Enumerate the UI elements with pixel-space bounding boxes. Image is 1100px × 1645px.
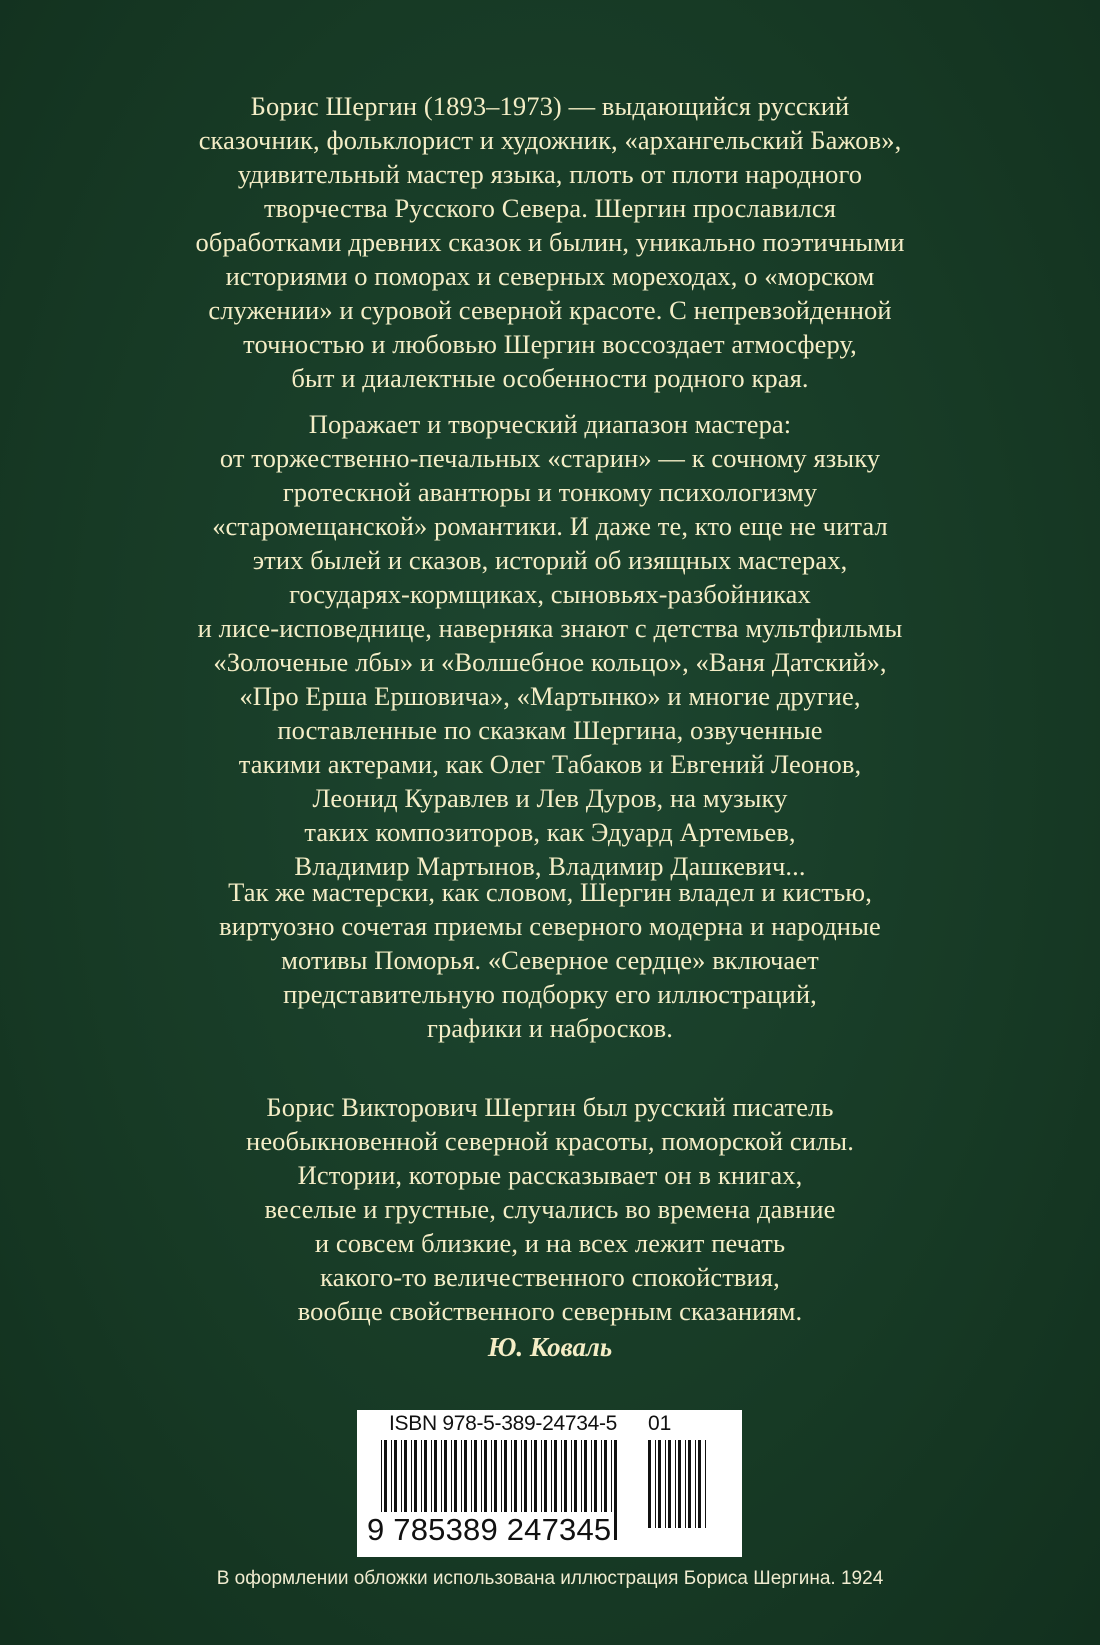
quote-line: веселые и грустные, случались во времена давние — [264, 1194, 836, 1224]
text-line: удивительный мастер языка, плоть от плоти народного — [237, 159, 863, 189]
text-line: «Золоченые лбы» и «Волшебное кольцо», «Ваня Датский», — [213, 647, 887, 677]
description-paragraph-2 — [0, 407, 1100, 883]
isbn-barcode — [357, 1410, 742, 1557]
text-line: точностью и любовью Шергин воссоздает атмосферу, — [243, 329, 857, 359]
barcode-bar — [678, 1440, 681, 1528]
text-line: Так же мастерски, как словом, Шергин владел и кистью, — [228, 877, 872, 907]
quote-line: вообще свойственного северным сказаниям. — [297, 1296, 803, 1326]
text-line: государях-кормщиках, сыновьях-разбойниках — [289, 579, 811, 609]
text-line: от торжественно-печальных «старин» — к сочному языку — [219, 443, 881, 473]
barcode-bar — [668, 1440, 671, 1528]
barcode-bar — [665, 1440, 666, 1528]
text-line: сказочник, фольклорист и художник, «архангельский Бажов», — [198, 125, 902, 155]
text-line: Борис Шергин (1893–1973) — выдающийся русский — [250, 91, 850, 121]
text-line: виртуозно сочетая приемы северного модерна и народные — [219, 911, 881, 941]
quote-author: Ю. Коваль — [487, 1332, 613, 1362]
text-line: поставленные по сказкам Шергина, озвученные — [277, 715, 823, 745]
barcode-bar — [695, 1440, 696, 1528]
isbn-label: ISBN 978-5-389-24734-5 — [389, 1412, 618, 1435]
text-line: творчества Русского Севера. Шергин прославился — [263, 193, 837, 223]
quote-line: и совсем близкие, и на всех лежит печать — [314, 1228, 786, 1258]
text-line: представительную подборку его иллюстраций, — [283, 979, 817, 1009]
ean-digits: 9 785389 247345 — [367, 1512, 612, 1547]
text-line: обработками древних сказок и былин, уникально поэтичными — [195, 227, 905, 257]
text-line: «Про Ерша Ершовича», «Мартынко» и многие другие, — [239, 681, 861, 711]
text-line: таких композиторов, как Эдуард Артемьев, — [304, 817, 796, 847]
text-line: и лисе-исповеднице, наверняка знают с детства мультфильмы — [197, 613, 903, 643]
text-line: историями о поморах и северных мореходах, о «морском — [225, 261, 875, 291]
text-line: служении» и суровой северной красоте. С непревзойденной — [208, 295, 892, 325]
cover-illustration-credit: В оформлении обложки использована иллюстрация Бориса Шергина. 1924 — [216, 1568, 884, 1589]
barcode-bar — [685, 1440, 686, 1528]
text-line: такими актерами, как Олег Табаков и Евгений Леонов, — [238, 749, 862, 779]
text-line: Владимир Мартынов, Владимир Дашкевич... — [294, 851, 806, 881]
barcode-bar — [658, 1440, 661, 1528]
barcode-bar — [698, 1440, 701, 1528]
text-line: «старомещанской» романтики. И даже те, кто еще не читал — [212, 511, 888, 541]
text-line: Леонид Куравлев и Лев Дуров, на музыку — [312, 783, 788, 813]
barcode-bar — [675, 1440, 676, 1528]
barcode-addon-bars — [648, 1440, 708, 1528]
barcode-bar — [648, 1440, 651, 1528]
barcode-addon-code: 01 — [648, 1412, 672, 1435]
text-line: быт и диалектные особенности родного края. — [291, 363, 809, 393]
barcode-bar — [688, 1440, 691, 1528]
text-line: Поражает и творческий диапазон мастера: — [308, 409, 792, 439]
barcode-bar — [705, 1440, 706, 1528]
quote-line: Истории, которые рассказывает он в книгах, — [297, 1160, 803, 1190]
quote-line: какого-то величественного спокойствия, — [320, 1262, 780, 1292]
quote-line: необыкновенной северной красоты, поморской силы. — [246, 1126, 854, 1156]
description-paragraph-3 — [0, 875, 1100, 1045]
text-line: мотивы Поморья. «Северное сердце» включает — [281, 945, 819, 975]
quote-line: Борис Викторович Шергин был русский писатель — [266, 1092, 834, 1122]
text-line: гротескной авантюры и тонкому психологизму — [282, 477, 818, 507]
barcode-bar — [655, 1440, 656, 1528]
text-line: графики и набросков. — [427, 1013, 673, 1043]
text-line: этих былей и сказов, историй об изящных мастерах, — [252, 545, 848, 575]
quote-block — [0, 1090, 1100, 1328]
barcode-bar — [614, 1440, 617, 1540]
description-paragraph-1 — [0, 89, 1100, 395]
